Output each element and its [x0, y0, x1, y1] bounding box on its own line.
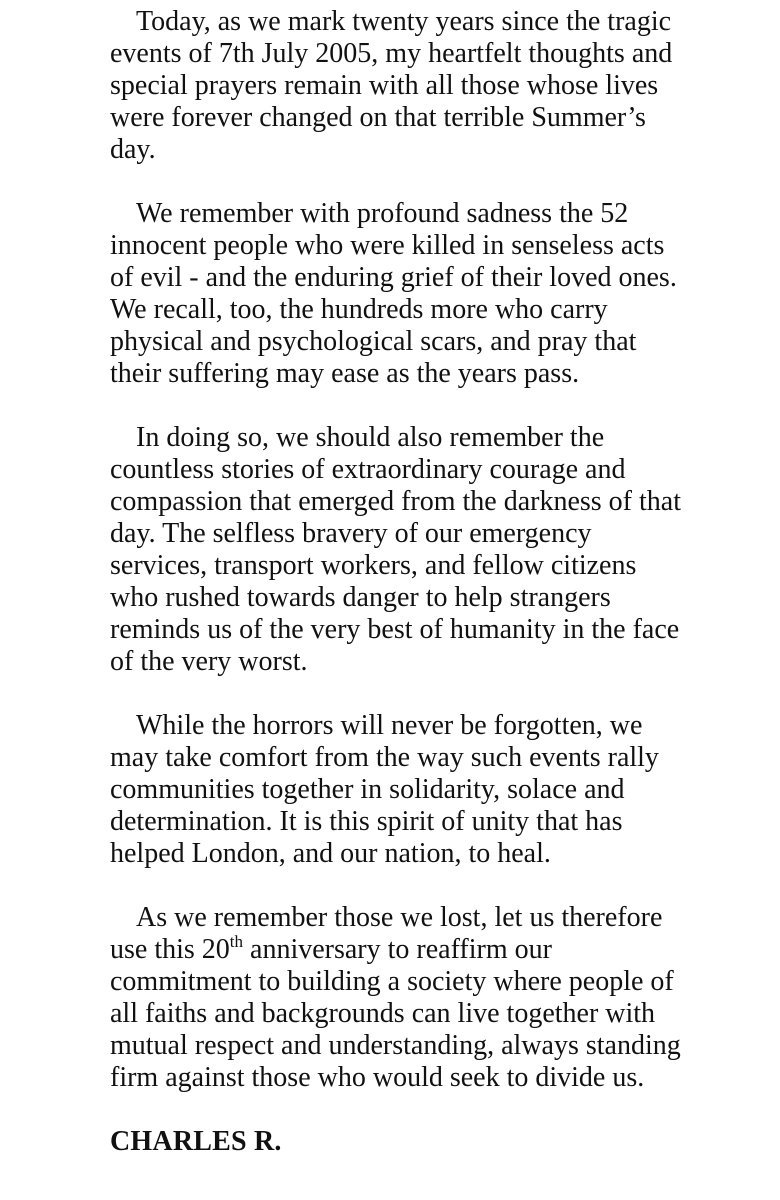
text-line: As we remember those we lost, let us therefore: [136, 902, 663, 933]
text-line: While the horrors will never be forgotten, we: [136, 710, 643, 741]
text-line-with-superscript: [110, 934, 740, 966]
ordinal-superscript: th: [229, 932, 244, 951]
paragraph-1: [110, 6, 740, 166]
text-line: communities together in solidarity, solace and: [110, 774, 625, 805]
text-line: events of 7th July 2005, my heartfelt thoughts and: [110, 38, 673, 69]
paragraph-3: [110, 422, 740, 678]
text-line: We recall, too, the hundreds more who carry: [110, 294, 608, 325]
text-line: of evil - and the enduring grief of their loved ones.: [110, 262, 677, 293]
text-line: countless stories of extraordinary courage and: [110, 454, 626, 485]
text-line: firm against those who would seek to divide us.: [110, 1062, 645, 1093]
text-line: all faiths and backgrounds can live together with: [110, 998, 656, 1029]
paragraph-4: [110, 710, 740, 870]
text-line: services, transport workers, and fellow citizens: [110, 550, 637, 581]
signature: CHARLES R.: [110, 1126, 282, 1157]
text-line: helped London, and our nation, to heal.: [110, 838, 551, 869]
text-line: may take comfort from the way such events rally: [110, 742, 659, 773]
text-line: were forever changed on that terrible Summer’s: [110, 102, 646, 133]
text-line: who rushed towards danger to help strangers: [110, 582, 611, 613]
text-segment: anniversary to reaffirm our: [243, 934, 552, 965]
text-line: In doing so, we should also remember the: [136, 422, 605, 453]
text-line: day. The selfless bravery of our emergency: [110, 518, 592, 549]
text-line: mutual respect and understanding, always standing: [110, 1030, 681, 1061]
text-line: reminds us of the very best of humanity in the face: [110, 614, 680, 645]
text-line: of the very worst.: [110, 646, 308, 677]
text-line: special prayers remain with all those whose lives: [110, 70, 659, 101]
paragraph-5: [110, 902, 740, 1094]
text-line: commitment to building a society where people of: [110, 966, 674, 997]
text-line: We remember with profound sadness the 52: [136, 198, 629, 229]
text-line: compassion that emerged from the darkness of that: [110, 486, 681, 517]
text-line: determination. It is this spirit of unity that has: [110, 806, 623, 837]
text-line: physical and psychological scars, and pray that: [110, 326, 637, 357]
text-line: innocent people who were killed in senseless acts: [110, 230, 665, 261]
text-segment: use this 20: [110, 934, 230, 965]
paragraph-2: [110, 198, 740, 390]
text-line: their suffering may ease as the years pass.: [110, 358, 580, 389]
text-line: Today, as we mark twenty years since the tragic: [136, 6, 672, 37]
text-line: day.: [110, 134, 156, 165]
